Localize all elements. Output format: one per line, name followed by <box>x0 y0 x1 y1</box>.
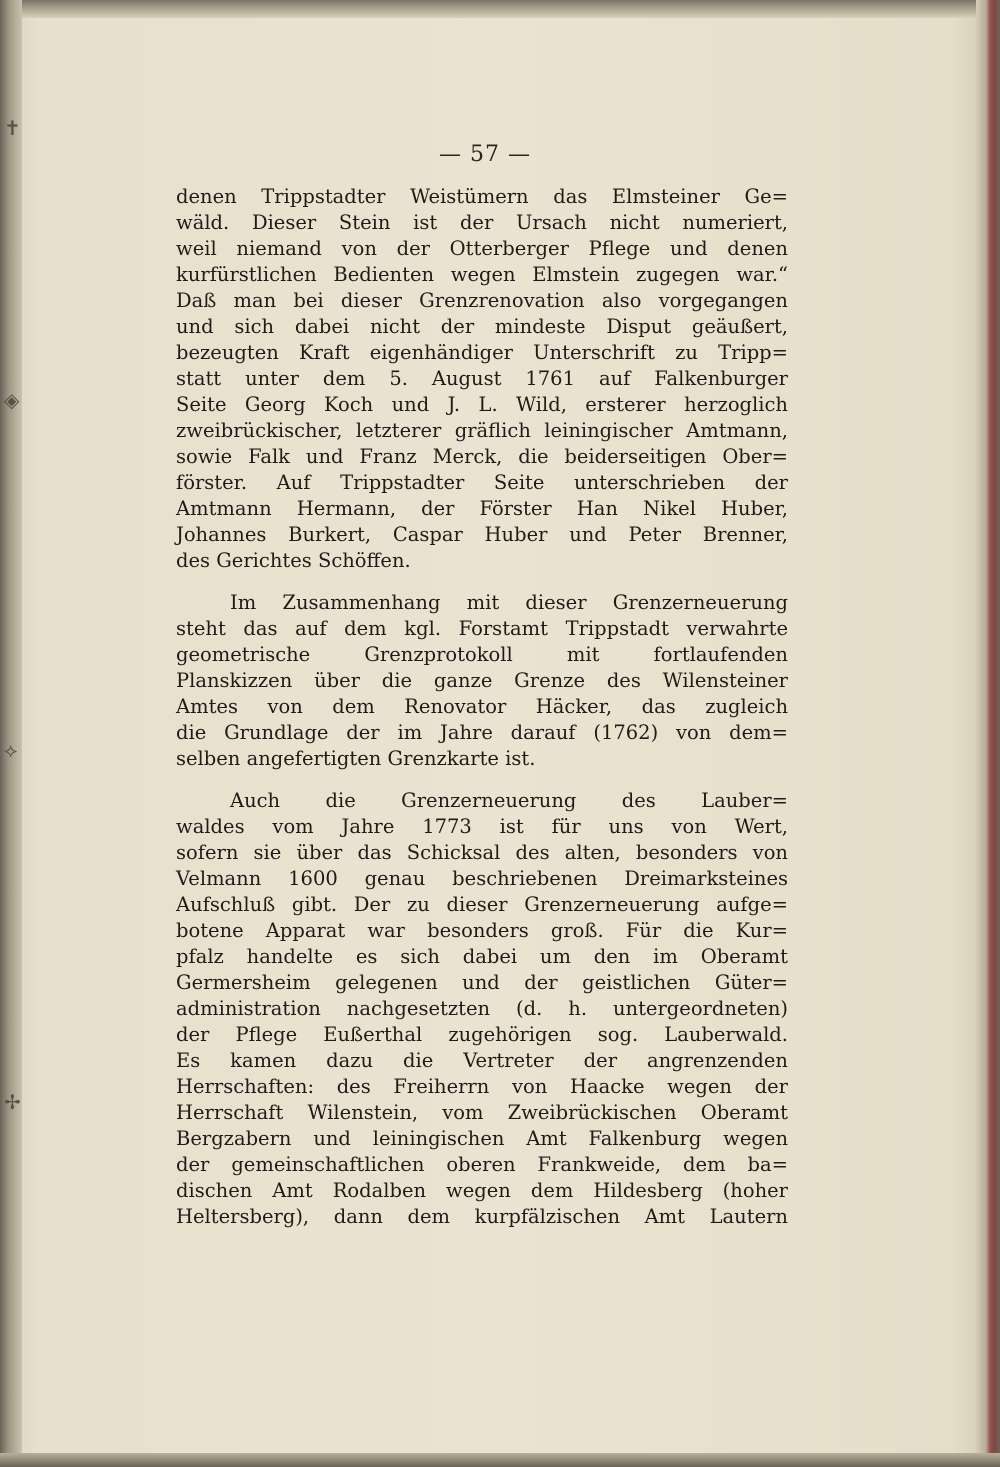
text-line: statt unter dem 5. August 1761 auf Falkenburger <box>176 367 788 390</box>
text-line: Es kamen dazu die Vertreter der angrenzenden <box>176 1049 788 1072</box>
text-line: sofern sie über das Schicksal des alten, besonders von <box>176 841 788 864</box>
text-line: Seite Georg Koch und J. L. Wild, ersterer herzoglich <box>176 393 788 416</box>
text-line: denen Trippstadter Weistümern das Elmsteiner Ge= <box>176 185 788 208</box>
text-line: geometrische Grenzprotokoll mit fortlaufenden <box>176 643 788 666</box>
text-line: Herrschaften: des Freiherrn von Haacke wegen der <box>176 1075 788 1098</box>
text-line: waldes vom Jahre 1773 ist für uns von Wert, <box>176 815 788 838</box>
text-line: der Pflege Eußerthal zugehörigen sog. Lauberwald. <box>176 1023 788 1046</box>
text-line: des Gerichtes Schöffen. <box>176 549 411 572</box>
page-top-edge <box>0 0 1000 18</box>
text-line: weil niemand von der Otterberger Pflege und denen <box>176 237 788 260</box>
binding-ornament-icon: ◈ <box>4 388 20 412</box>
text-line: Herrschaft Wilenstein, vom Zweibrückischen Oberamt <box>176 1101 788 1124</box>
text-line: Amtes von dem Renovator Häcker, das zugleich <box>176 695 788 718</box>
text-line: und sich dabei nicht der mindeste Disput geäußert, <box>176 315 788 338</box>
text-line: steht das auf dem kgl. Forstamt Trippstadt verwahrte <box>176 617 788 640</box>
text-line: Planskizzen über die ganze Grenze des Wilensteiner <box>176 669 788 692</box>
text-line: selben angefertigten Grenzkarte ist. <box>176 747 536 770</box>
text-line: der gemeinschaftlichen oberen Frankweide, dem ba= <box>176 1153 788 1176</box>
page-bottom-edge <box>0 1453 1000 1467</box>
text-line: Aufschluß gibt. Der zu dieser Grenzerneuerung aufge= <box>176 893 788 916</box>
text-line: dischen Amt Rodalben wegen dem Hildesberg (hoher <box>176 1179 788 1202</box>
text-line: Bergzabern und leiningischen Amt Falkenburg wegen <box>176 1127 788 1150</box>
paragraph <box>176 184 788 574</box>
paragraph <box>176 788 788 1230</box>
text-line: Velmann 1600 genau beschriebenen Dreimarksteines <box>176 867 788 890</box>
text-line: administration nachgesetzten (d. h. untergeordneten) <box>176 997 788 1020</box>
text-line: förster. Auf Trippstadter Seite unterschrieben der <box>176 471 788 494</box>
paragraph <box>176 590 788 772</box>
binding-ornament-icon: ⟡ <box>4 738 18 762</box>
body-text <box>176 184 788 1230</box>
book-spine-edge <box>0 0 22 1467</box>
text-line: kurfürstlichen Bedienten wegen Elmstein zugegen war.“ <box>176 263 788 286</box>
text-line: pfalz handelte es sich dabei um den im Oberamt <box>176 945 788 968</box>
text-line: wäld. Dieser Stein ist der Ursach nicht numeriert, <box>176 211 788 234</box>
text-line: botene Apparat war besonders groß. Für die Kur= <box>176 919 788 942</box>
binding-ornament-icon: ✢ <box>4 1090 21 1114</box>
text-line: zweibrückischer, letzterer gräflich leiningischer Amtmann, <box>176 419 788 442</box>
text-line: Johannes Burkert, Caspar Huber und Peter Brenner, <box>176 523 788 546</box>
text-line: Im Zusammenhang mit dieser Grenzerneuerung <box>230 591 788 614</box>
page-number: — 57 — <box>439 142 531 167</box>
text-line: Heltersberg), dann dem kurpfälzischen Amt Lautern <box>176 1205 788 1228</box>
text-line: Auch die Grenzerneuerung des Lauber= <box>230 789 788 812</box>
text-line: Germersheim gelegenen und der geistlichen Güter= <box>176 971 788 994</box>
text-line: die Grundlage der im Jahre darauf (1762) von dem= <box>176 721 788 744</box>
text-line: bezeugten Kraft eigenhändiger Unterschrift zu Tripp= <box>176 341 788 364</box>
text-line: sowie Falk und Franz Merck, die beiderseitigen Ober= <box>176 445 788 468</box>
page-right-edge <box>976 0 1000 1467</box>
text-line: Amtmann Hermann, der Förster Han Nikel Huber, <box>176 497 788 520</box>
binding-ornament-icon: ✝ <box>4 116 21 140</box>
text-line: Daß man bei dieser Grenzrenovation also vorgegangen <box>176 289 788 312</box>
